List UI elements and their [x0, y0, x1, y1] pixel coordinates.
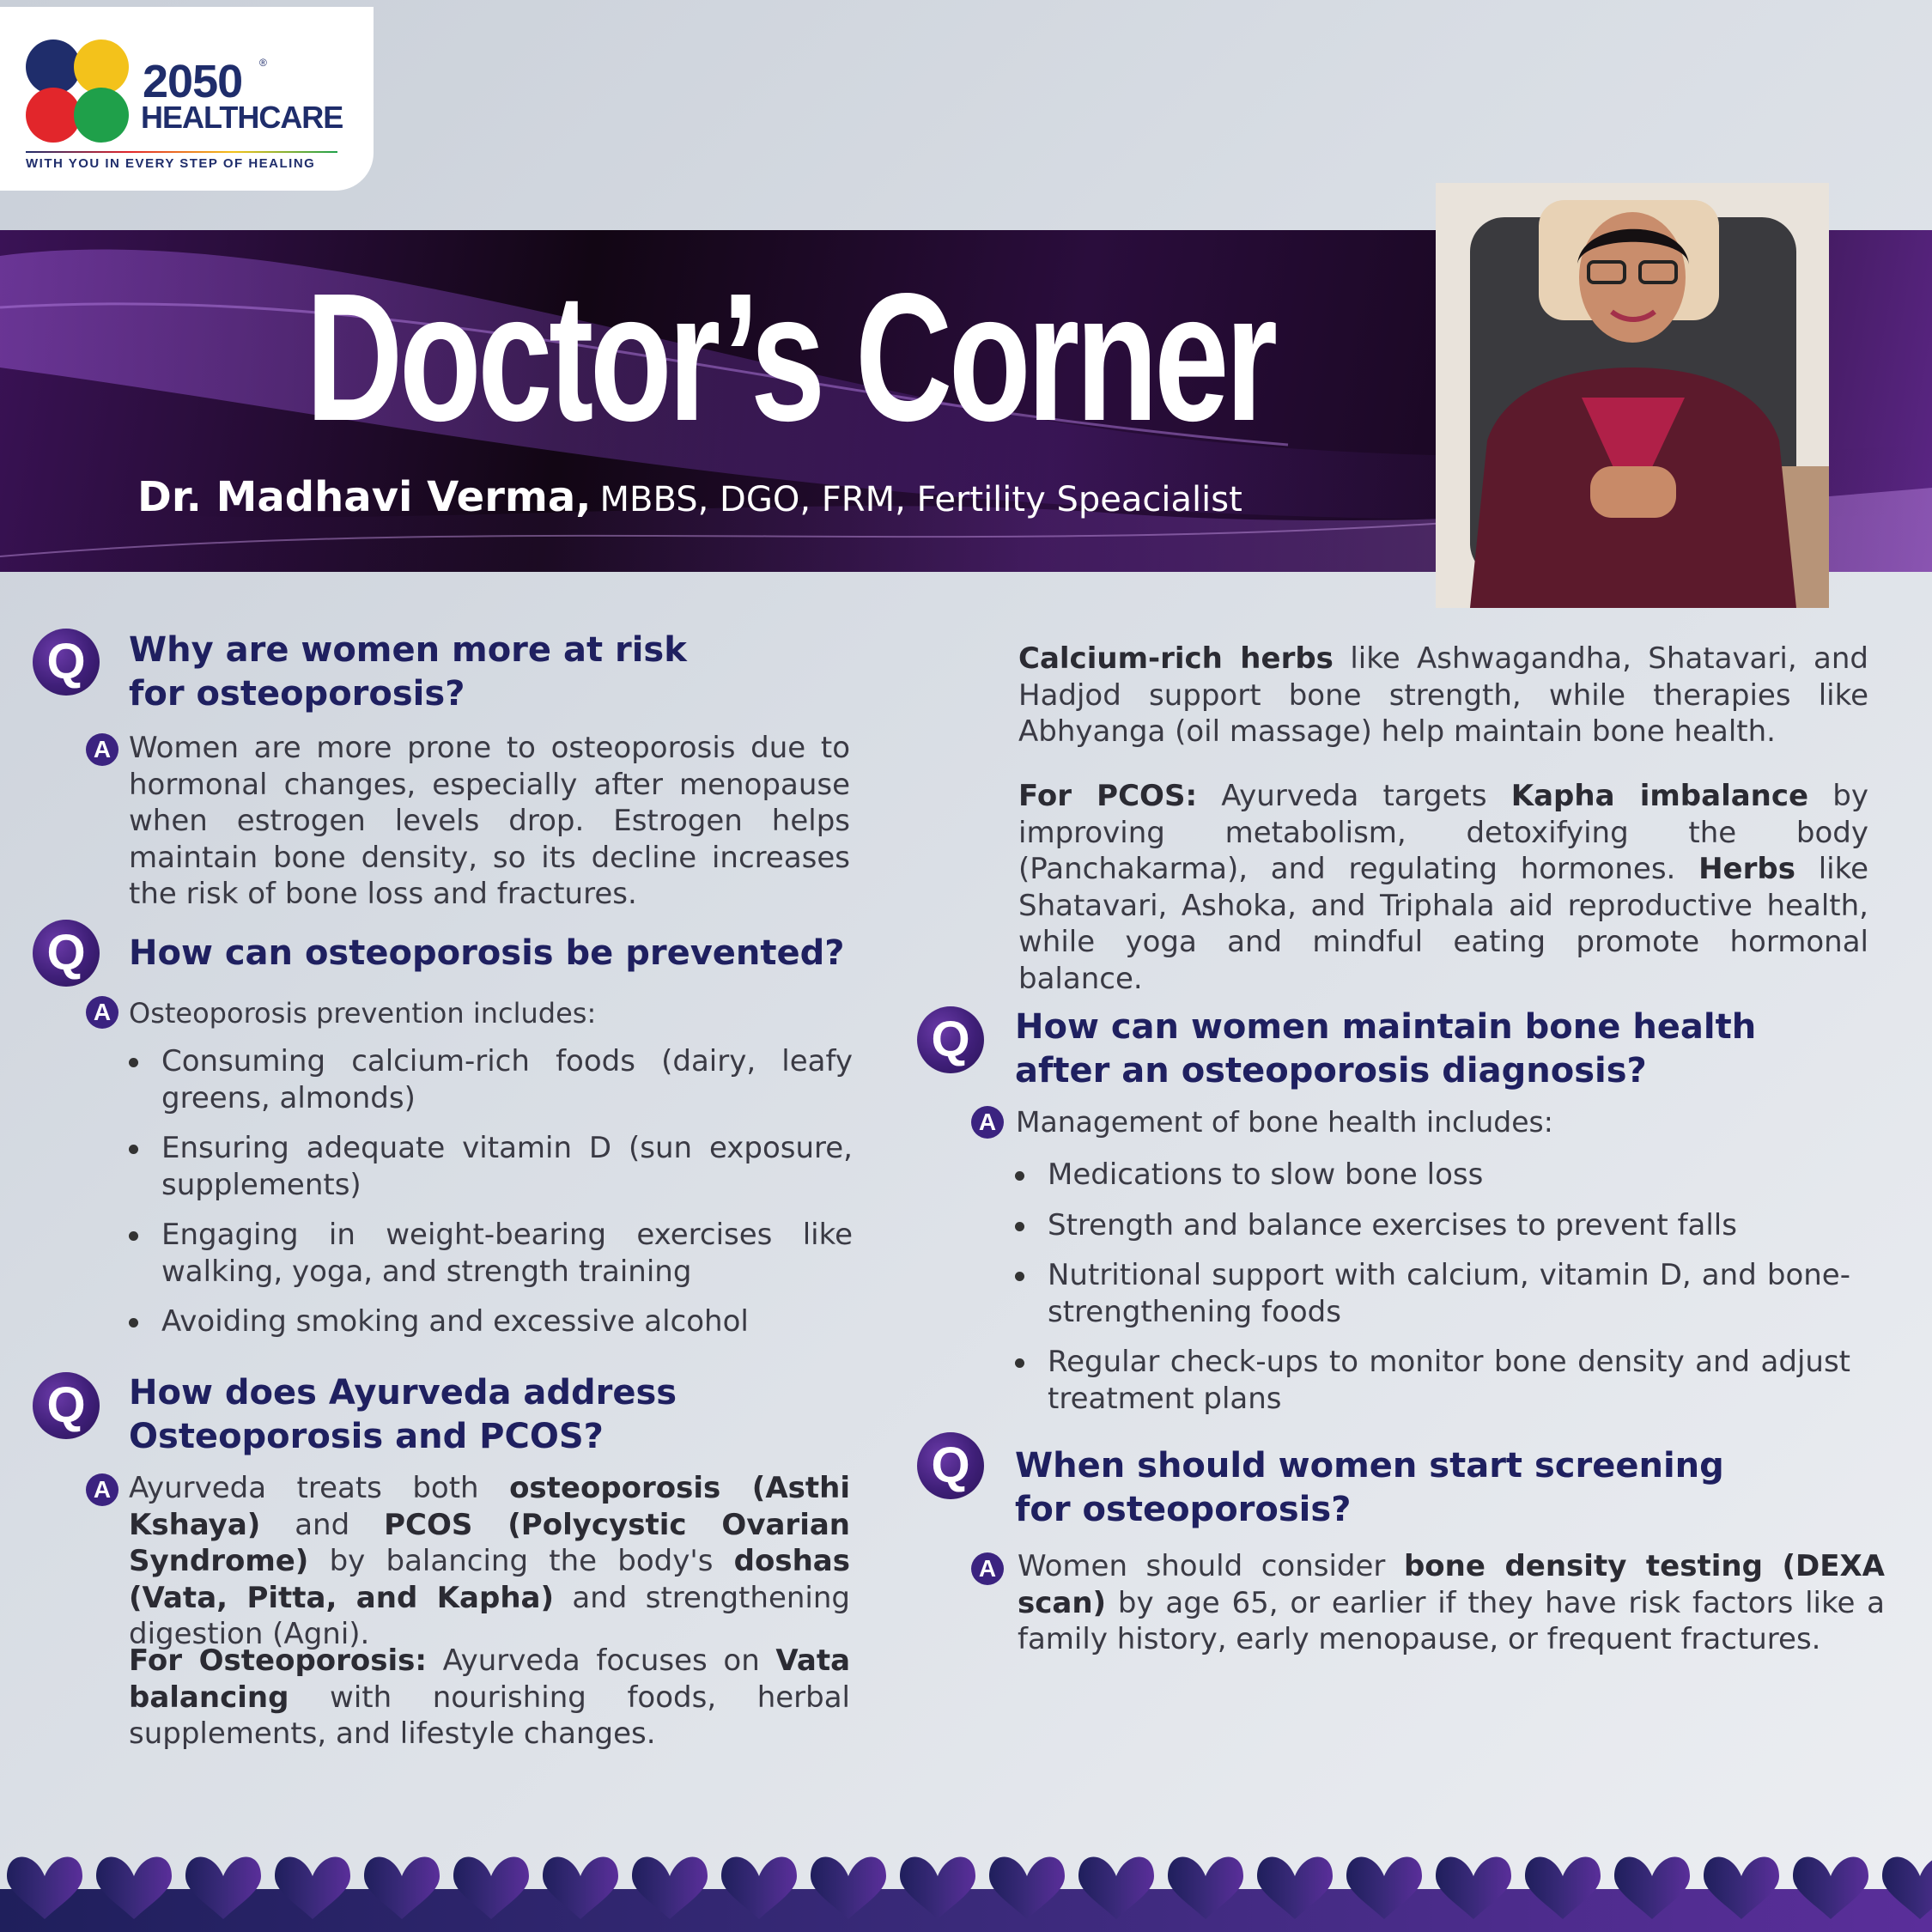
list-item-text: Strength and balance exercises to prevent falls — [1048, 1207, 1737, 1242]
answer-3-paragraph-4: For PCOS: Ayurveda targets Kapha imbalance by improving metabolism, detoxifying the body (Panchakarma), and regulating hormones. Herbs like Shatavari, Ashoka, and Triphala aid reproductive health, while yoga and mindful eating promote hormonal balance. — [1018, 779, 1868, 996]
question-5-line-2: for osteoporosis? — [1015, 1490, 1352, 1529]
list-item-text: Ensuring adequate vitamin D (sun exposure, supplements) — [161, 1131, 853, 1202]
list-item-text: Nutritional support with calcium, vitamin D, and bone-strengthening foods — [1048, 1258, 1850, 1329]
question-1 — [129, 629, 687, 716]
question-icon: Q — [917, 1432, 984, 1499]
question-4-line-2: after an osteoporosis diagnosis? — [1015, 1051, 1647, 1091]
banner-title: Doctor’s Corner — [306, 255, 1274, 459]
list-item — [1015, 1344, 1850, 1417]
logo-circles-icon — [26, 39, 133, 147]
question-3-line-2: Osteoporosis and PCOS? — [129, 1417, 604, 1456]
question-3-line-1: How does Ayurveda address — [129, 1373, 677, 1413]
question-icon: Q — [917, 1006, 984, 1073]
list-item — [1015, 1257, 1850, 1330]
doctor-photo — [1436, 183, 1829, 608]
list-item-text: Avoiding smoking and excessive alcohol — [161, 1304, 749, 1339]
question-icon: Q — [33, 1372, 100, 1439]
list-item-text: Engaging in weight-bearing exercises like walking, yoga, and strength training — [161, 1218, 853, 1289]
question-2-line-1: How can osteoporosis be prevented? — [129, 933, 845, 973]
answer-5: Women should consider bone density testing (DEXA scan) by age 65, or earlier if they have risk factors like a family history, early menopause, or frequent fractures. — [1018, 1549, 1885, 1656]
logo-tagline: WITH YOU IN EVERY STEP OF HEALING — [26, 156, 316, 171]
question-1-line-2: for osteoporosis? — [129, 674, 465, 714]
question-icon: Q — [33, 920, 100, 987]
answer-icon: A — [86, 1473, 118, 1506]
list-item-text: Medications to slow bone loss — [1048, 1157, 1484, 1192]
list-item — [129, 1130, 853, 1203]
list-item — [1015, 1157, 1850, 1194]
question-3 — [129, 1371, 677, 1459]
answer-3-paragraph-2: For Osteoporosis: Ayurveda focuses on Vata balancing with nourishing foods, herbal supplements, and lifestyle changes. — [129, 1643, 851, 1751]
answer-1: Women are more prone to osteoporosis due to hormonal changes, especially after menopause when estrogen levels drop. Estrogen helps maintain bone density, so its decline increases the risk of bone loss and fractures. — [129, 731, 850, 911]
doctor-credentials: MBBS, DGO, FRM, Fertility Speacialist — [599, 480, 1242, 519]
logo-divider — [26, 151, 337, 153]
footer-hearts-border — [0, 1838, 1932, 1932]
prevention-list — [129, 1043, 853, 1340]
answer-2-intro: Osteoporosis prevention includes: — [129, 997, 597, 1030]
answer-3-paragraph-3: Calcium-rich herbs like Ashwagandha, Shatavari, and Hadjod support bone strength, while therapies like Abhyanga (oil massage) help maintain bone health. — [1018, 641, 1868, 749]
question-1-line-1: Why are women more at risk — [129, 630, 687, 670]
list-item-text: Regular check-ups to monitor bone density and adjust treatment plans — [1048, 1345, 1850, 1416]
list-item — [129, 1043, 853, 1116]
list-item — [129, 1217, 853, 1290]
answer-icon: A — [86, 733, 118, 766]
answer-4-intro: Management of bone health includes: — [1016, 1105, 1553, 1139]
management-list — [1015, 1157, 1850, 1417]
question-icon: Q — [33, 629, 100, 696]
question-5 — [1015, 1444, 1724, 1532]
logo-card — [0, 7, 374, 191]
question-5-line-1: When should women start screening — [1015, 1446, 1724, 1485]
question-4 — [1015, 1005, 1756, 1093]
doctor-name-line — [137, 473, 1242, 521]
answer-icon: A — [971, 1552, 1004, 1585]
question-2 — [129, 932, 844, 975]
answer-3-paragraph-1: Ayurveda treats both osteoporosis (Asthi Kshaya) and PCOS (Polycystic Ovarian Syndrome) by balancing the body's doshas (Vata, Pitta, and Kapha) and strengthening digestion (Agni). — [129, 1471, 850, 1651]
answer-icon: A — [86, 996, 118, 1029]
logo-number: 2050 — [143, 56, 243, 107]
question-4-line-1: How can women maintain bone health — [1015, 1007, 1757, 1047]
list-item — [129, 1303, 853, 1340]
list-item-text: Consuming calcium-rich foods (dairy, leafy greens, almonds) — [161, 1044, 853, 1115]
logo-name: HEALTHCARE — [141, 100, 343, 135]
list-item — [1015, 1207, 1850, 1244]
logo-registered-mark: ® — [259, 57, 267, 69]
doctor-name: Dr. Madhavi Verma, — [137, 473, 592, 521]
answer-icon: A — [971, 1106, 1004, 1139]
